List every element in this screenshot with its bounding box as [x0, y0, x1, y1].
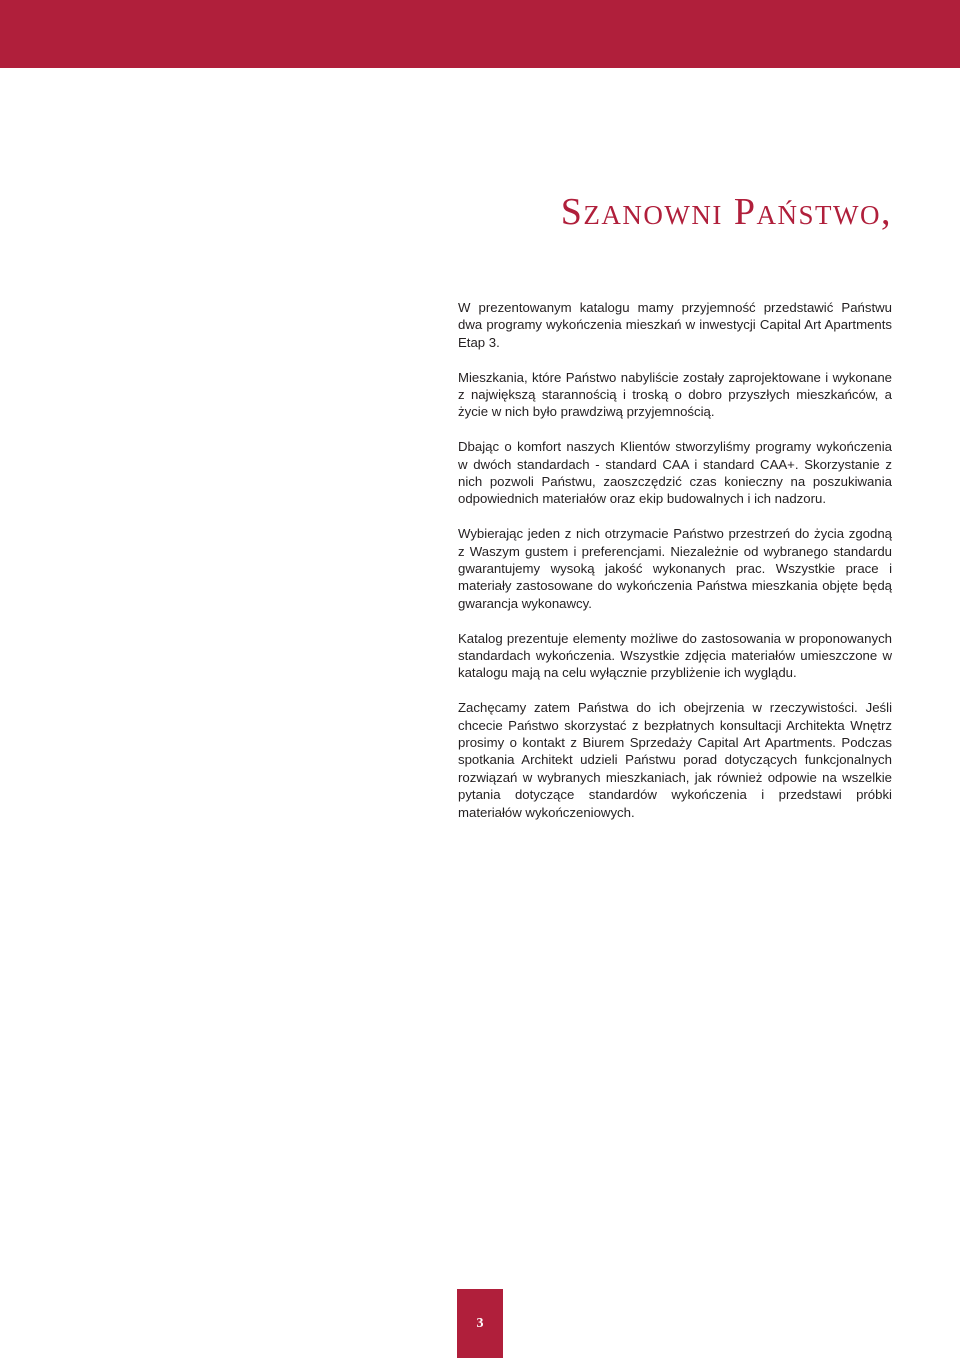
paragraph-choice: Wybierając jeden z nich otrzymacie Państwo przestrzeń do życia zgodną z Waszym gustem i preferencjami. Niezależnie od wybranego standardu gwarantujemy wysoką jakość wykonanych prac. Wszystkie prace i materiały zastosowane do wykończenia Państwa mieszkania objęte będą gwarancja wykonawcy.: [458, 526, 892, 611]
paragraph-apartments: Mieszkania, które Państwo nabyliście zostały zaprojektowane i wykonane z największą starannością i troską o dobro przyszłych mieszkańców, a życie w nich było prawdziwą przyjemnością.: [458, 369, 892, 420]
page-title: Szanowni Państwo,: [560, 191, 892, 233]
paragraph-catalog: Katalog prezentuje elementy możliwe do zastosowania w proponowanych standardach wykończenia. Wszystkie zdjęcia materiałów umieszczone w katalogu mają na celu wyłącznie przybliżenie ich wyglądu.: [458, 630, 892, 681]
letter-body: [458, 299, 892, 839]
top-color-band: [0, 0, 960, 68]
page-number-box: [457, 1289, 503, 1358]
paragraph-invitation: Zachęcamy zatem Państwa do ich obejrzenia w rzeczywistości. Jeśli chcecie Państwo skorzystać z bezpłatnych konsultacji Architekta Wnętrz prosimy o kontakt z Biurem Sprzedaży Capital Art Apartments. Podczas spotkania Architekt udzieli Państwu porad dotyczących funkcjonalnych rozwiązań w wybranych mieszkaniach, jak również odpowie na wszelkie pytania dotyczące standardów wykończenia i przedstawi próbki materiałów wykończeniowych.: [458, 700, 892, 820]
paragraph-intro: W prezentowanym katalogu mamy przyjemność przedstawić Państwu dwa programy wykończenia mieszkań w inwestycji Capital Art Apartments Etap 3.: [458, 300, 892, 350]
page-number: 3: [476, 1315, 484, 1331]
paragraph-standards: Dbając o komfort naszych Klientów stworzyliśmy programy wykończenia w dwóch standardach - standard CAA i standard CAA+. Skorzystanie z nich pozwoli Państwu, zaoszczędzić czas konieczny na poszukiwania odpowiednich materiałów oraz ekip budowalnych i ich nadzoru.: [458, 439, 892, 507]
